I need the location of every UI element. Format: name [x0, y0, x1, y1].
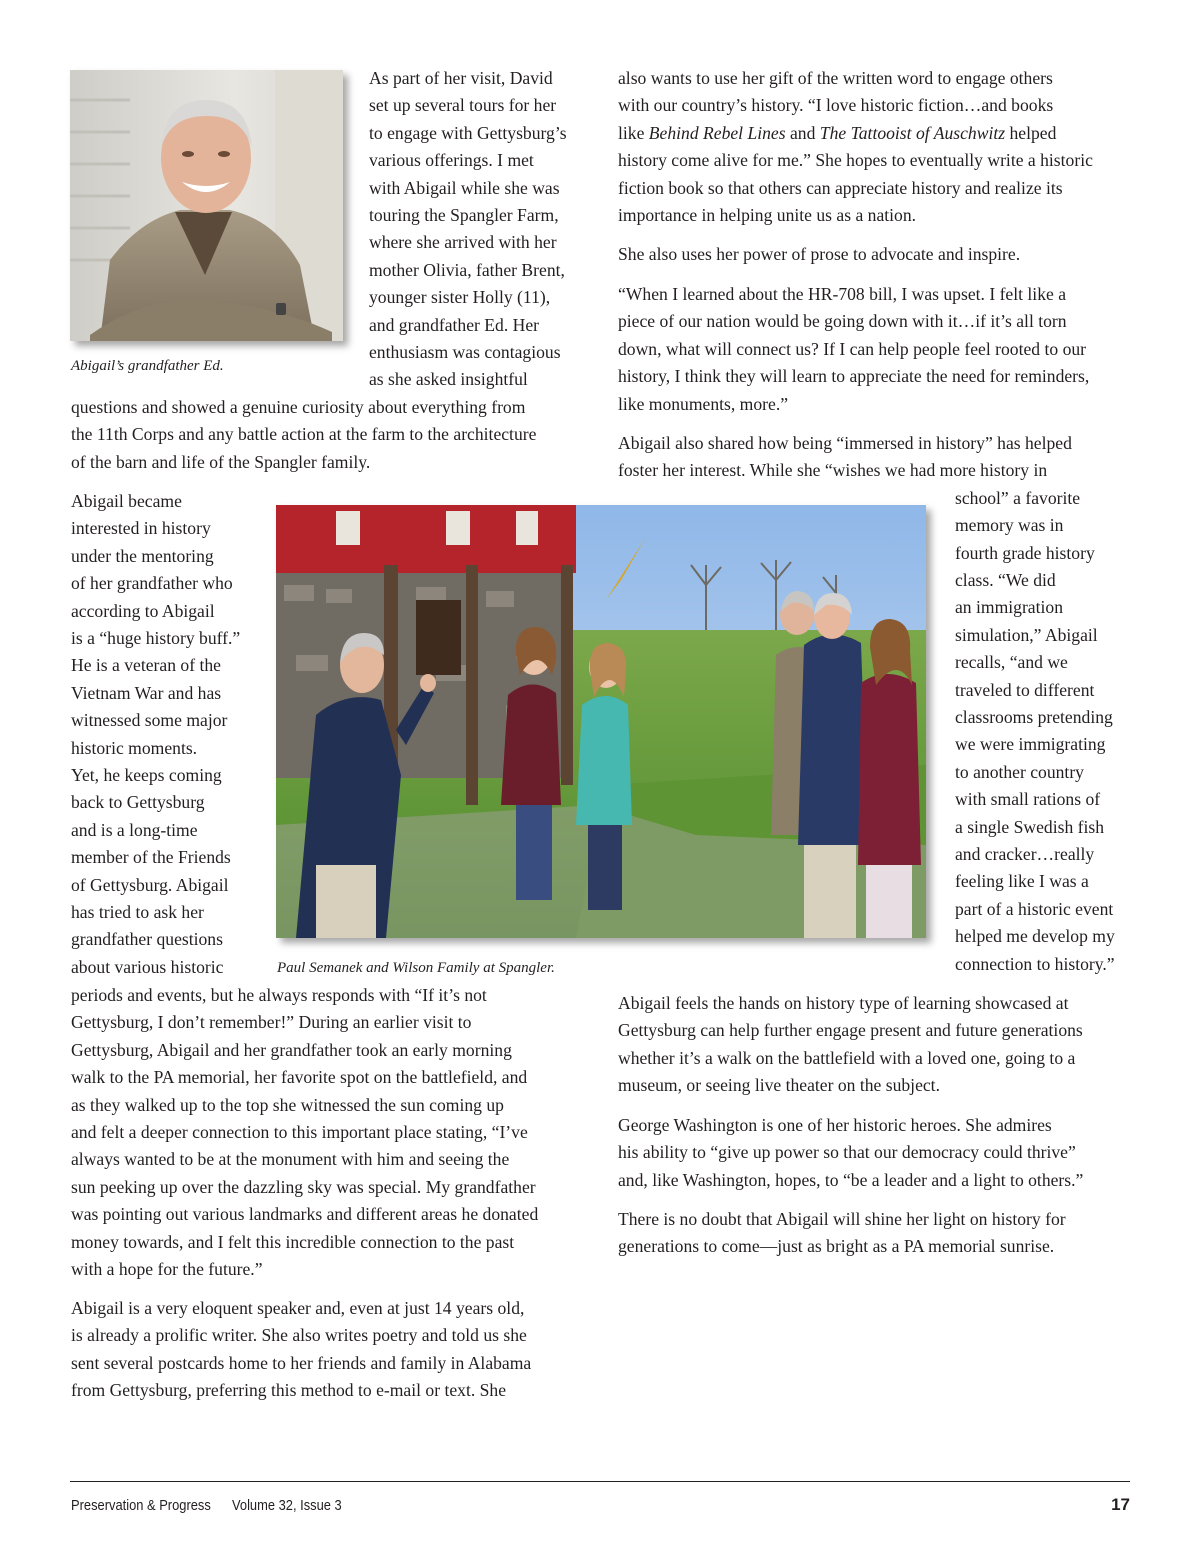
text-line: simulation,” Abigail — [955, 624, 1098, 645]
text-line: history, I think they will learn to appreciate the need for reminders, — [618, 366, 1090, 387]
text-line: his ability to “give up power so that our democracy could thrive” — [618, 1142, 1076, 1163]
text-line: mother Olivia, father Brent, — [369, 259, 565, 280]
text-line: touring the Spangler Farm, — [369, 205, 559, 225]
text-line: Gettysburg, Abigail and her grandfather took an early morning — [71, 1039, 512, 1060]
text-line: according to Abigail — [71, 600, 215, 621]
text-line: younger sister Holly (11), — [369, 287, 551, 308]
text-line: feeling like I was a — [955, 871, 1089, 892]
text-line: enthusiasm was contagious — [369, 342, 561, 362]
text-line: George Washington is one of her historic heroes. She admires — [618, 1115, 1052, 1135]
footer-rule — [70, 1481, 1130, 1482]
text-line: where she arrived with her — [369, 232, 557, 253]
text-line: Abigail became — [71, 491, 182, 511]
page-number: 17 — [1111, 1495, 1130, 1514]
text-run: like — [618, 122, 649, 143]
text-line: museum, or seeing live theater on the subject. — [618, 1075, 940, 1096]
text-line: sent several postcards home to her friends and family in Alabama — [71, 1352, 532, 1373]
text-line: was pointing out various landmarks and different areas he donated — [71, 1204, 539, 1225]
text-line: of Gettysburg. Abigail — [71, 874, 229, 895]
text-line: and felt a deeper connection to this important place stating, “I’ve — [71, 1122, 528, 1142]
text-line: and grandfather Ed. Her — [369, 314, 539, 335]
text-line: memory was in — [955, 515, 1064, 536]
text-line: “When I learned about the HR-708 bill, I was upset. I felt like a — [618, 284, 1067, 304]
text-line: we were immigrating — [955, 734, 1106, 755]
group-photo — [276, 505, 926, 938]
text-line: back to Gettysburg — [71, 792, 205, 813]
text-line: She also uses her power of prose to advocate and inspire. — [618, 244, 1021, 264]
text-line: Abigail also shared how being “immersed in history” has helped — [618, 433, 1072, 453]
text-line: class. “We did — [955, 570, 1056, 590]
text-line: whether it’s a walk on the battlefield with a loved one, going to a — [618, 1047, 1076, 1068]
text-line: sun peeking up over the dazzling sky was special. My grandfather — [71, 1176, 536, 1197]
text-line: Abigail is a very eloquent speaker and, even at just 14 years old, — [71, 1298, 525, 1318]
text-line: with a hope for the future.” — [71, 1259, 263, 1279]
text-line: witnessed some major — [71, 710, 228, 731]
text-line: grandfather questions — [71, 929, 223, 950]
text-line: generations to come—just as bright as a PA memorial sunrise. — [618, 1236, 1055, 1257]
text-line: to another country — [955, 761, 1084, 782]
text-line: school” a favorite — [955, 487, 1081, 508]
text-run: and — [785, 122, 820, 143]
text-line: traveled to different — [955, 679, 1095, 700]
text-line: has tried to ask her — [71, 902, 204, 922]
text-line: helped me develop my — [955, 926, 1115, 947]
text-line: down, what will connect us? If I can help people feel rooted to our — [618, 338, 1087, 359]
text-line: like monuments, more.” — [618, 393, 789, 414]
footer-publication: Preservation & Progress — [71, 1497, 211, 1514]
text-line: is a “huge history buff.” — [71, 628, 241, 648]
text-line: interested in history — [71, 518, 211, 539]
text-line: of her grandfather who — [71, 573, 233, 594]
text-line: connection to history.” — [955, 953, 1115, 974]
book-title: The Tattooist of Auschwitz — [819, 122, 1006, 143]
text-line: as they walked up to the top she witnessed the sun coming up — [71, 1094, 504, 1115]
text-line: under the mentoring — [71, 545, 214, 566]
grandfather-photo — [70, 70, 343, 341]
book-title: Behind Rebel Lines — [648, 122, 786, 143]
text-line: about various historic — [71, 956, 224, 977]
text-line: importance in helping unite us as a nation. — [618, 205, 917, 225]
text-line: Abigail feels the hands on history type of learning showcased at — [618, 993, 1069, 1013]
text-line: periods and events, but he always responds with “If it’s not — [71, 985, 487, 1005]
text-line: As part of her visit, David — [369, 68, 553, 88]
text-line: with our country’s history. “I love historic fiction…and books — [618, 95, 1054, 116]
text-line: from Gettysburg, preferring this method to e-mail or text. She — [71, 1380, 507, 1401]
text-line: fourth grade history — [955, 542, 1095, 563]
text-line: with small rations of — [955, 789, 1101, 810]
text-line: and, like Washington, hopes, to “be a leader and a light to others.” — [618, 1169, 1084, 1190]
text-line: member of the Friends — [71, 847, 231, 868]
text-line: money towards, and I felt this incredible connection to the past — [71, 1231, 515, 1252]
text-line: set up several tours for her — [369, 95, 557, 116]
text-line: and is a long-time — [71, 819, 198, 840]
text-line: of the barn and life of the Spangler family. — [71, 451, 371, 472]
text-line: recalls, “and we — [955, 652, 1068, 673]
text-line: with Abigail while she was — [369, 177, 560, 198]
text-line: fiction book so that others can appreciate history and realize its — [618, 177, 1063, 198]
text-line: Vietnam War and has — [71, 682, 222, 703]
caption-grandfather: Abigail’s grandfather Ed. — [71, 358, 224, 374]
text-line: Yet, he keeps coming — [71, 765, 222, 785]
text-line: history come alive for me.” She hopes to eventually write a historic — [618, 150, 1093, 171]
text-line: There is no doubt that Abigail will shine her light on history for — [618, 1209, 1066, 1229]
text-line: the 11th Corps and any battle action at the farm to the architecture — [71, 424, 537, 445]
text-line: foster her interest. While she “wishes we had more history in — [618, 460, 1048, 481]
text-line: Gettysburg can help further engage present and future generations — [618, 1020, 1083, 1041]
text-line: various offerings. I met — [369, 150, 534, 171]
text-line: piece of our nation would be going down with it…if it’s all torn — [618, 311, 1067, 332]
text-line: also wants to use her gift of the written word to engage others — [618, 68, 1053, 88]
caption-group: Paul Semanek and Wilson Family at Spangler. — [277, 960, 555, 976]
text-line: always wanted to be at the monument with him and seeing the — [71, 1149, 510, 1170]
text-line: historic moments. — [71, 737, 198, 758]
text-line: classrooms pretending — [955, 707, 1113, 727]
text-line: a single Swedish fish — [955, 816, 1105, 837]
text-line-with-titles — [618, 120, 1056, 147]
text-line: as she asked insightful — [369, 369, 528, 390]
text-line: walk to the PA memorial, her favorite spot on the battlefield, and — [71, 1067, 528, 1088]
text-line: an immigration — [955, 597, 1063, 618]
text-line: part of a historic event — [955, 898, 1114, 919]
text-run: helped — [1005, 122, 1057, 143]
text-line: Gettysburg, I don’t remember!” During an earlier visit to — [71, 1012, 472, 1033]
footer-issue: Volume 32, Issue 3 — [232, 1497, 342, 1514]
text-line: to engage with Gettysburg’s — [369, 122, 567, 143]
text-line: He is a veteran of the — [71, 655, 221, 676]
text-line: and cracker…really — [955, 844, 1095, 864]
text-line: is already a prolific writer. She also writes poetry and told us she — [71, 1325, 527, 1346]
text-line: questions and showed a genuine curiosity about everything from — [71, 396, 526, 417]
